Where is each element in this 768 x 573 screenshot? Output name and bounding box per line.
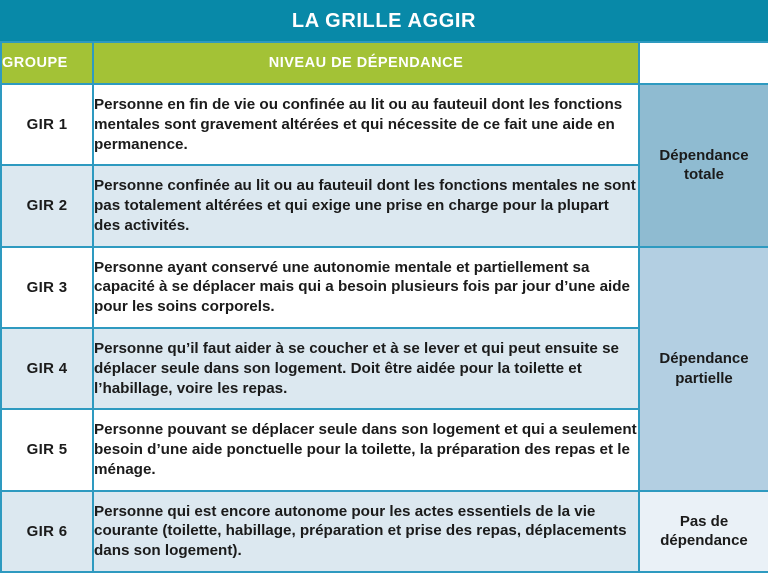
- cell-group-gir-2: GIR 2: [1, 165, 93, 246]
- cell-level-gir-2: Personne confinée au lit ou au fauteuil dont les fonctions mentales ne sont pas totalement altérées et qui exige une prise en charge pour la plupart des activités.: [93, 165, 639, 246]
- table-row: [1, 491, 768, 572]
- cell-level-gir-1: Personne en fin de vie ou confinée au lit ou au fauteuil dont les fonctions mentales sont gravement altérées et qui nécessite de ce fait une aide en permanence.: [93, 84, 639, 165]
- title-bar: [0, 0, 768, 41]
- table-row: [1, 84, 768, 165]
- cell-group-gir-1: GIR 1: [1, 84, 93, 165]
- table-row: [1, 247, 768, 328]
- cell-group-gir-5: GIR 5: [1, 409, 93, 490]
- aggir-table: [0, 41, 768, 573]
- cell-level-gir-6: Personne qui est encore autonome pour les actes essentiels de la vie courante (toilette, habillage, préparation et prise des repas, déplacements dans son logement).: [93, 491, 639, 572]
- cell-dependance-partielle: Dépendance partielle: [639, 247, 768, 491]
- table-body: [1, 84, 768, 572]
- cell-level-gir-3: Personne ayant conservé une autonomie mentale et partiellement sa capacité à se déplacer mais qui a besoin plusieurs fois par jour d’une aide pour les soins corporels.: [93, 247, 639, 328]
- column-header-blank: [639, 42, 768, 84]
- column-header-niveau-de-dependance: NIVEAU DE DÉPENDANCE: [93, 42, 639, 84]
- cell-group-gir-4: GIR 4: [1, 328, 93, 409]
- cell-pas-de-dependance: Pas de dépendance: [639, 491, 768, 572]
- cell-group-gir-6: GIR 6: [1, 491, 93, 572]
- column-header-groupe: GROUPE: [1, 42, 93, 84]
- table-header-row: [1, 42, 768, 84]
- table-head: [1, 42, 768, 84]
- page-title: LA GRILLE AGGIR: [291, 9, 477, 32]
- cell-group-gir-3: GIR 3: [1, 247, 93, 328]
- cell-level-gir-4: Personne qu’il faut aider à se coucher et à se lever et qui peut ensuite se déplacer seule dans son logement. Doit être aidée pour la toilette et l’habillage, voire les repas.: [93, 328, 639, 409]
- cell-dependance-totale: Dépendance totale: [639, 84, 768, 247]
- cell-level-gir-5: Personne pouvant se déplacer seule dans son logement et qui a seulement besoin d’une aide ponctuelle pour la toilette, la préparation des repas et le ménage.: [93, 409, 639, 490]
